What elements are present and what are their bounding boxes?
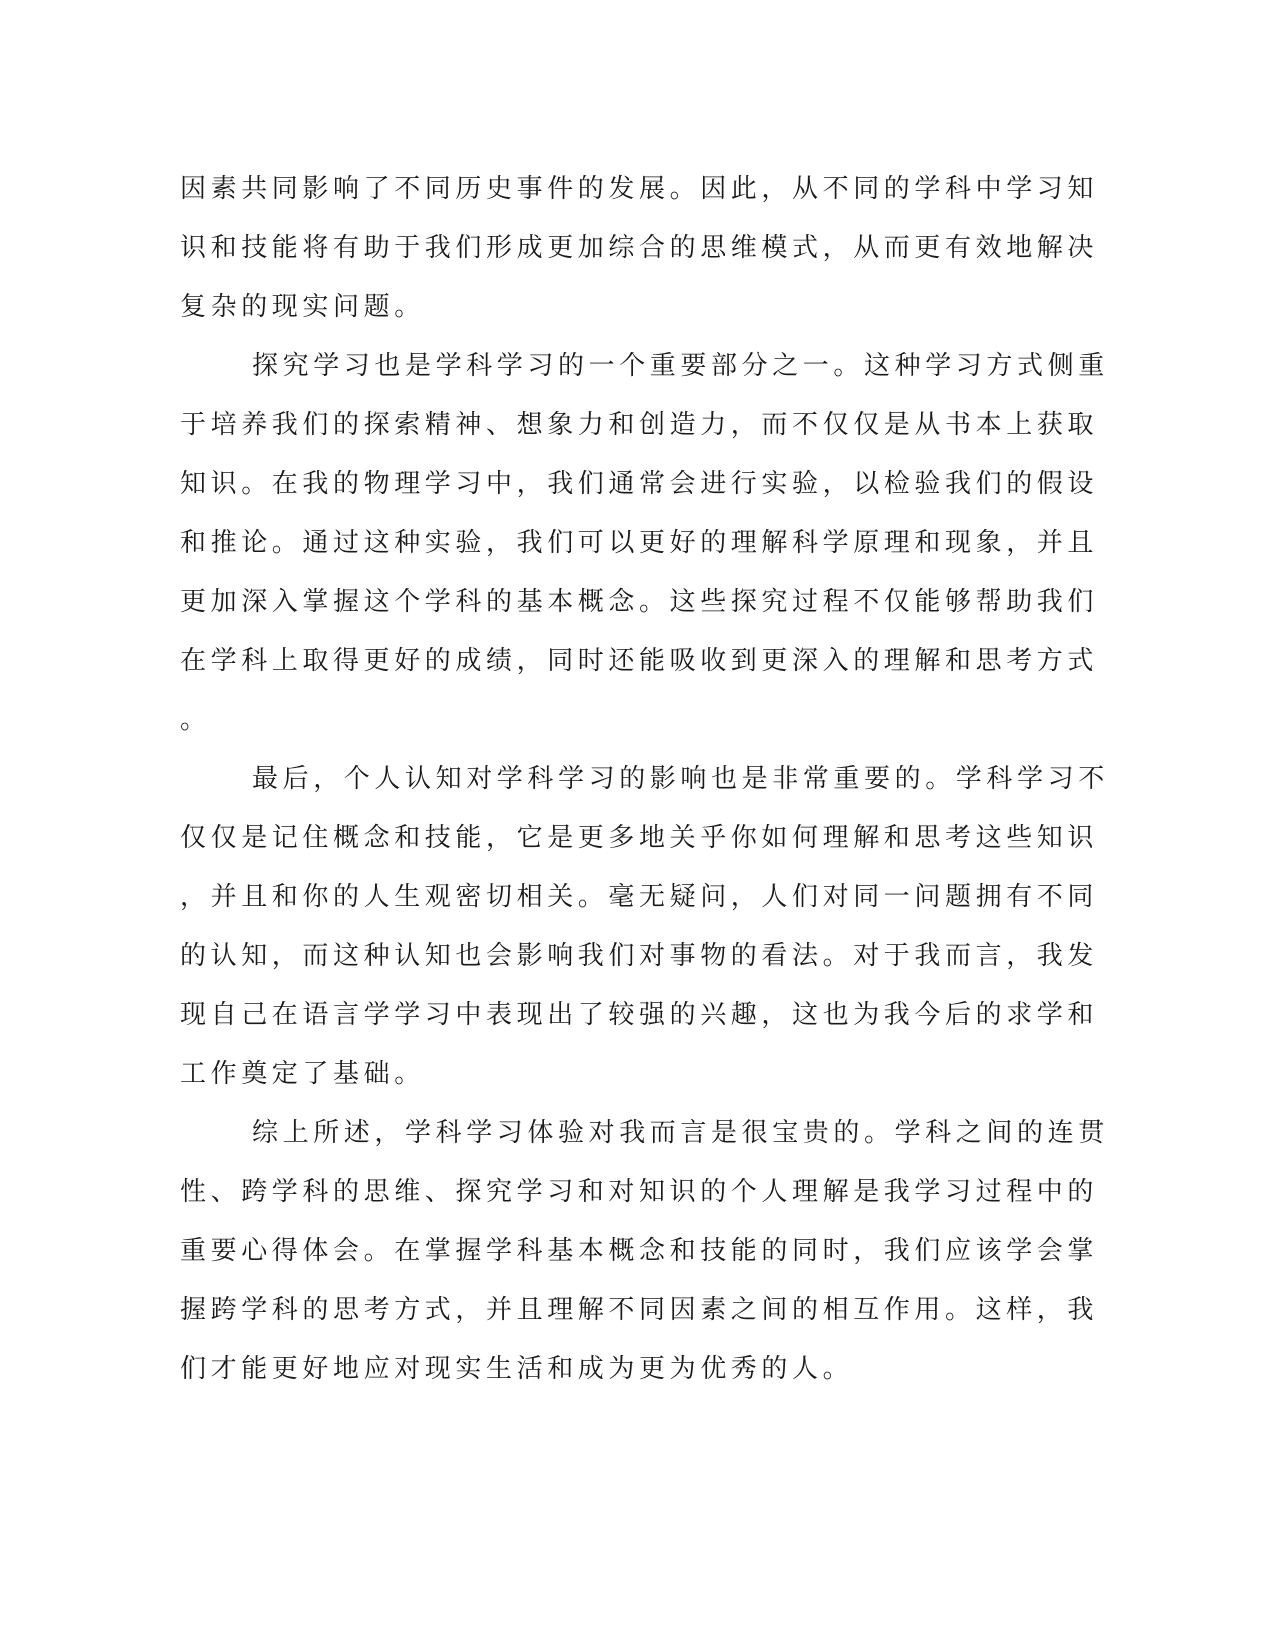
text-line: 于培养我们的探索精神、想象力和创造力，而不仅仅是从书本上获取 (180, 410, 1099, 440)
text-line: 性、跨学科的思维、探究学习和对知识的个人理解是我学习过程中的 (180, 1177, 1099, 1207)
text-line: 们才能更好地应对现实生活和成为更为优秀的人。 (180, 1354, 854, 1384)
text-line: 在学科上取得更好的成绩，同时还能吸收到更深入的理解和思考方式 (180, 646, 1099, 676)
paragraph-2 (180, 337, 1109, 750)
text-line: 知识。在我的物理学习中，我们通常会进行实验，以检验我们的假设 (180, 469, 1099, 499)
text-line: 的认知，而这种认知也会影响我们对事物的看法。对于我而言，我发 (180, 941, 1099, 971)
paragraph-1 (180, 160, 1099, 337)
text-line: 复杂的现实问题。 (180, 292, 425, 322)
text-line: ，并且和你的人生观密切相关。毫无疑问，人们对同一问题拥有不同 (180, 882, 1099, 912)
text-line: 和推论。通过这种实验，我们可以更好的理解科学原理和现象，并且 (180, 528, 1099, 558)
text-line: 仅仅是记住概念和技能，它是更多地关乎你如何理解和思考这些知识 (180, 823, 1099, 853)
text-line: 探究学习也是学科学习的一个重要部分之一。这种学习方式侧重 (252, 351, 1109, 381)
text-line: 最后，个人认知对学科学习的影响也是非常重要的。学科学习不 (252, 764, 1109, 794)
text-line: 重要心得体会。在掌握学科基本概念和技能的同时，我们应该学会掌 (180, 1236, 1099, 1266)
text-line: 综上所述，学科学习体验对我而言是很宝贵的。学科之间的连贯 (252, 1118, 1109, 1148)
text-line: 识和技能将有助于我们形成更加综合的思维模式，从而更有效地解决 (180, 233, 1099, 263)
text-line: 现自己在语言学学习中表现出了较强的兴趣，这也为我今后的求学和 (180, 1000, 1099, 1030)
text-line: 工作奠定了基础。 (180, 1059, 425, 1089)
paragraph-4 (180, 1104, 1109, 1399)
text-line: 握跨学科的思考方式，并且理解不同因素之间的相互作用。这样，我 (180, 1295, 1099, 1325)
paragraph-3 (180, 750, 1109, 1104)
document-body (180, 160, 1109, 1399)
text-line: 。 (180, 705, 211, 735)
text-line: 因素共同影响了不同历史事件的发展。因此，从不同的学科中学习知 (180, 174, 1099, 204)
text-line: 更加深入掌握这个学科的基本概念。这些探究过程不仅能够帮助我们 (180, 587, 1099, 617)
